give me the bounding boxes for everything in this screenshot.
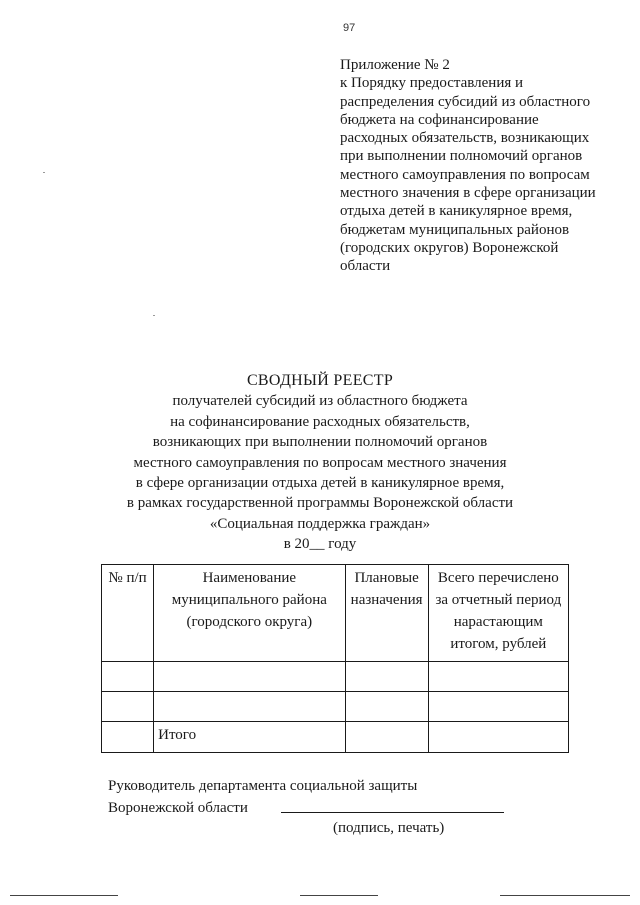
scan-speck: [43, 172, 45, 173]
table-cell: [102, 722, 154, 753]
footer-divider: [500, 895, 630, 896]
table-row: [102, 662, 569, 692]
page-number: 97: [343, 22, 356, 34]
footer-divider: [300, 895, 378, 896]
table-cell: [154, 662, 345, 692]
table-cell: [345, 722, 428, 753]
title-year-line: в 20__ году: [283, 536, 357, 553]
appendix-line: бюджетам муниципальных районов: [340, 221, 570, 238]
appendix-line: бюджета на софинансирование: [340, 111, 539, 128]
footer-divider: [10, 895, 118, 896]
signatory-position: Руководитель департамента социальной защиты: [108, 778, 418, 794]
scan-speck: [153, 315, 155, 316]
table-cell: [428, 722, 568, 753]
table-header-row: [102, 565, 569, 662]
table-cell: [102, 692, 154, 722]
appendix-line: местного значения в сфере организации: [340, 185, 596, 202]
signature-caption: (подпись, печать): [333, 820, 445, 836]
table-total-row: [102, 722, 569, 753]
table-cell: [154, 692, 345, 722]
title-line: получателей субсидий из областного бюджета: [172, 393, 468, 410]
table-cell: [345, 662, 428, 692]
header-planned: Плановые назначения: [345, 565, 428, 662]
appendix-line: местного самоуправления по вопросам: [340, 166, 590, 183]
title-line: в сфере организации отдыха детей в каникулярное время,: [135, 475, 505, 492]
header-number: № п/п: [102, 565, 154, 662]
table-cell: [102, 662, 154, 692]
appendix-reference: [340, 56, 620, 276]
title-line: в рамках государственной программы Воронежской области: [126, 495, 514, 512]
appendix-line: к Порядку предоставления и: [340, 75, 524, 92]
document-title: [0, 371, 640, 555]
signature-line: [281, 812, 504, 813]
title-line: возникающих при выполнении полномочий органов: [152, 434, 488, 451]
appendix-line: (городских округов) Воронежской: [340, 239, 559, 256]
header-district-name: Наименование муниципального района (городского округа): [154, 565, 345, 662]
table-cell: [345, 692, 428, 722]
appendix-line: при выполнении полномочий органов: [340, 148, 583, 165]
appendix-line: распределения субсидий из областного: [340, 93, 591, 110]
total-label: Итого: [154, 722, 345, 753]
appendix-line: области: [340, 258, 391, 275]
registry-table: [101, 564, 569, 753]
signatory-region: Воронежской области: [108, 800, 248, 816]
appendix-line: отдыха детей в каникулярное время,: [340, 203, 573, 220]
appendix-line: Приложение № 2: [340, 57, 450, 73]
table-row: [102, 692, 569, 722]
title-line: местного самоуправления по вопросам местного значения: [133, 454, 507, 471]
header-total-transferred: Всего перечислено за отчетный период нарастающим итогом, рублей: [428, 565, 568, 662]
title-line: на софинансирование расходных обязательств,: [170, 413, 470, 430]
appendix-line: расходных обязательств, возникающих: [340, 130, 590, 147]
table-cell: [428, 692, 568, 722]
title-line: «Социальная поддержка граждан»: [209, 515, 431, 532]
main-title: СВОДНЫЙ РЕЕСТР: [246, 372, 394, 389]
table-cell: [428, 662, 568, 692]
